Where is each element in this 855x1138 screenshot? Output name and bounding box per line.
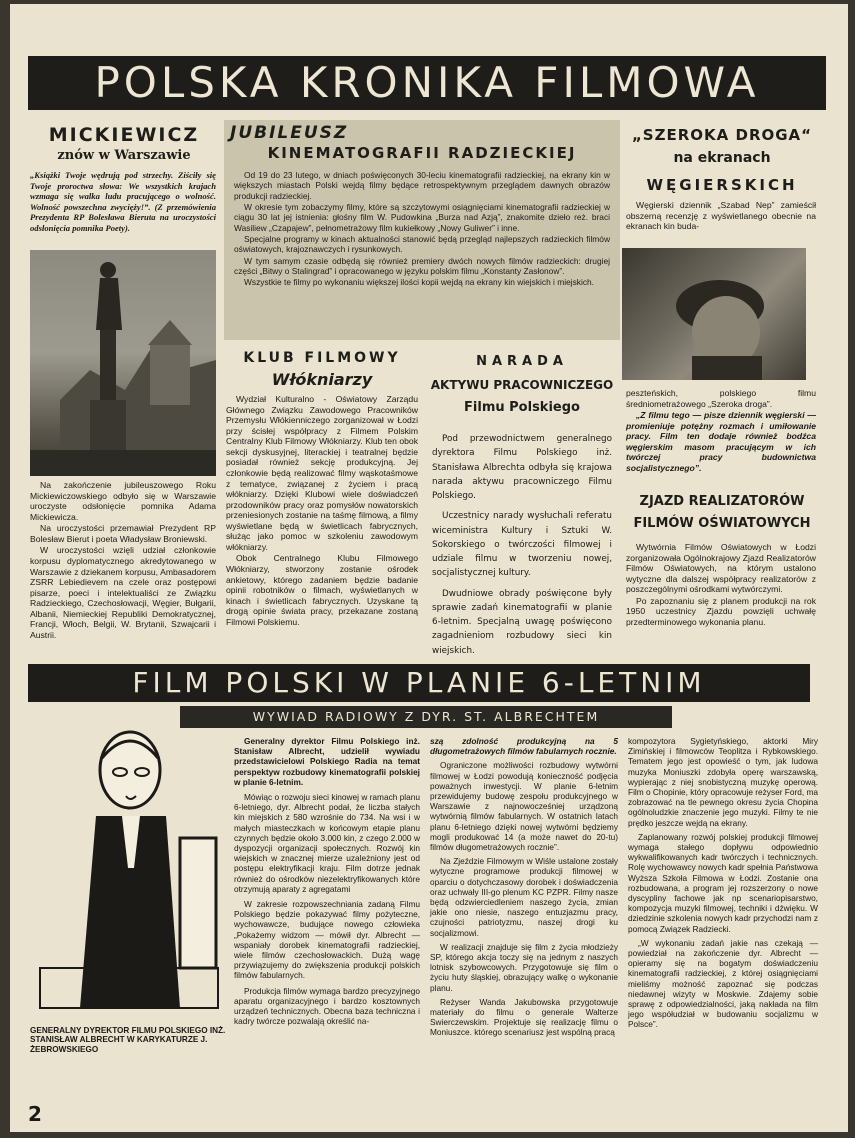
klub-paragraph: Obok Centralnego Klubu Filmowego Włókniarzy, stworzony zostanie ośrodek ankietowy, którego zadaniem będzie badanie opinii robotników o filmach, wyświetlanych w kinach i świetlicach fabrycznych. Uzyskane tą drogą opinie świata pracy, przekazane zostaną Filmowi Polskiemu. xyxy=(226,553,418,627)
worker-photo xyxy=(622,248,806,380)
jubileusz-title: JUBILEUSZ xyxy=(230,123,349,143)
szeroka-paragraph: Węgierski dziennik „Szabad Nep” zamieścił obszerną recenzję z wyświetlanego obecnie na ekranach kin buda- xyxy=(626,200,816,232)
plan-paragraph: „W wykonaniu zadań jakie nas czekają — powiedział na zakończenie dyr. Albrecht — opieramy się na bogatym doświadczeniu kinematografii radzieckiej, z której osiągnięciami mieliśmy możność zapoznać się podczas niedawnej wizyty w Moskwie. Zdajemy sobie sprawę z odpowiedzialności, jaką nakłada na film jego współudział w budowaniu socjalizmu w Polsce”. xyxy=(628,937,818,1030)
plan-banner-title: FILM POLSKI W PLANIE 6-LETNIM xyxy=(132,666,706,699)
mickiewicz-quote xyxy=(30,170,216,234)
plan-subbanner-title: WYWIAD RADIOWY Z DYR. ST. ALBRECHTEM xyxy=(252,709,600,724)
plan-column-1 xyxy=(234,736,420,1027)
mickiewicz-caption: Na zakończenie jubileuszowego Roku Mickiewiczowskiego odbyło się w Warszawie uroczyste odsłonięcie pomnika Adama Mickiewicza. xyxy=(30,480,216,522)
jubileusz-paragraph: W okresie tym zobaczymy filmy, które są szczytowymi osiągnięciami kinematografii radzieckiej w ciągu 30 lat jej istnienia: głośny film W. Pudowkina „Burza nad Azją”, znakomite dzieło reż. braci Wasiliew „Czapajew”, pełnometrażowy film kukiełkowy „Nowy Guliwer” i inne. xyxy=(234,201,610,233)
szeroka-subtitle: na ekranach xyxy=(673,150,771,166)
monument-photo-icon xyxy=(30,250,216,476)
mickiewicz-paragraph: Na uroczystości przemawiał Prezydent RP Bolesław Bierut i poeta Władysław Broniewski. xyxy=(30,523,216,544)
caricature-icon xyxy=(30,718,224,1018)
plan-paragraph: W zakresie rozpowszechniania zadaną Filmu Polskiego będzie pokazywać filmy pożyteczne, wychowawcze, budujące nowego człowieka „Pokażemy widzom — mówił dyr. Albrecht — wspaniały dorobek kinematografii radzieckiej, wiele filmów czechosłowackich. Dużą wagę przywiązujemy do zwiększenia produkcji polskich filmów fabularnych. xyxy=(234,899,420,981)
mickiewicz-body xyxy=(30,480,216,641)
zjazd-paragraph: Po zapoznaniu się z planem produkcji na rok 1950 uczestnicy Zjazdu powzięli uchwałę przedterminowego wykonania planu. xyxy=(626,595,816,627)
jubileusz-body xyxy=(234,170,610,289)
page-number: 2 xyxy=(28,1102,42,1126)
plan-banner xyxy=(28,664,810,702)
narada-paragraph: Pod przewodnictwem generalnego dyrektora Filmu Polskiego inż. Stanisława Albrechta odbyła się krajowa narada aktywu pracowniczego Filmu Polskiego. xyxy=(432,434,612,501)
szeroka-body xyxy=(626,388,816,475)
plan-paragraph: Produkcja filmów wymaga bardzo precyzyjnego aparatu organizacyjnego i bardzo kosztownych urządzeń technicznych. Obecna baza techniczna i kadry twórcze pozwalają określić na- xyxy=(234,985,420,1027)
plan-paragraph: Zaplanowany rozwój polskiej produkcji filmowej wymaga stałego dopływu odpowiednio wykwalifikowanych kadr twórczych i technicznych. Rolę wychowawcy nowych kadr spełnia Państwowa Wyższa Szkoła Filmowa w Łodzi. Zostanie ona rozbudowana, a program jej rozszerzony o nowe dyscypliny fachowe jak np scenariopisarstwo, kompozycja muzyki filmowej, techniki i dźwięku. W dziedzinie szkolenia nowych kadr przychodzi nam z pomocą Związek Radziecki. xyxy=(628,831,818,934)
klub-body xyxy=(226,394,418,628)
worker-photo-icon xyxy=(622,248,806,380)
narada-paragraph: Dwudniowe obrady poświęcone były sprawie zadań kinematografii w planie 6-letnim. Specjalną uwagę poświęcono zagadnieniom rozbudowy sieci kin wiejskich. xyxy=(432,588,612,656)
plan-paragraph: Na Zjeździe Filmowym w Wiśle ustalone zostały wytyczne programowe produkcji filmowej w oparciu o dotychczasowy dorobek i doświadczenia oraz uchwały III-go plenum KC PZPR. Filmy nasze będą odzwierciedleniem naszego życia, zmian jakie ono niesie, naszego entuzjazmu pracy, czujności patriotyzmu, naszej drogi ku socjalizmowi. xyxy=(430,856,618,938)
jubileusz-subtitle: KINEMATOGRAFII RADZIECKIEJ xyxy=(267,144,577,162)
jubileusz-paragraph: Od 19 do 23 lutego, w dniach poświęconych 30-leciu kinematografii radzieckiej, na ekrany kin w większych miastach Polski wejdą filmy będące retrospektywnym przeglądem dawnych obrazów produkcji radzieckiej. xyxy=(234,170,610,201)
narada-subtitle: AKTYWU PRACOWNICZEGO xyxy=(430,378,614,392)
szeroka-subtitle-2: WĘGIERSKICH xyxy=(646,176,798,194)
masthead-title: POLSKA KRONIKA FILMOWA xyxy=(94,58,760,107)
caricature-caption: GENERALNY DYREKTOR FILMU POLSKIEGO INŻ. STANISŁAW ALBRECHT W KARYKATURZE J. ŻEBROWSKIEGO xyxy=(30,1026,226,1054)
jubileusz-paragraph: Specjalne programy w kinach aktualności stanowić będą przegląd najlepszych radzieckich filmów oświatowych, krajoznawczych i rysunkowych. xyxy=(234,233,610,255)
jubileusz-paragraph: Wszystkie te filmy po wykonaniu większej ilości kopii wejdą na ekrany kin wiejskich i miejskich. xyxy=(244,277,595,288)
plan-column-2 xyxy=(430,736,618,1039)
klub-title: KLUB FILMOWY xyxy=(243,350,401,366)
plan-paragraph: kompozytora Sygietyńskiego, aktorki Miry Zimińskiej i filmowców Teoplitza i Rybkowskiego. Tematem jego jest opowieść o tym, jak ludowa muzyka Moniuszki zdobyła operę warszawską, wypierając z niej snobistyczną muzykę operową. Film o Chopinie, który opracowuje reżyser Ford, ma zobrazować na tle pewnego okresu życia Chopina ogólnoludzkie znaczenie jego muzyki. Filmy te nie prędko jeszcze wejdą na ekrany. xyxy=(628,736,818,828)
narada-title: NARADA xyxy=(476,354,568,369)
zjazd-paragraph: Wytwórnia Filmów Oświatowych w Łodzi zorganizowała Ogólnokrajowy Zjazd Realizatorów Filmów Oświatowych, na którym ustalono wytyczne dla dalszej współpracy realizatorów z poszczególnymi ośrodkami wytwórczymi. xyxy=(626,542,816,595)
klub-subtitle: Włókniarzy xyxy=(271,370,373,389)
narada-paragraph: Uczestnicy narady wysłuchali referatu wiceministra Kultury i Sztuki W. Sokorskiego o twórczości filmowej i udziale filmu w tworzeniu nowej, socjalistycznej kultury. xyxy=(432,511,612,579)
mickiewicz-paragraph: W uroczystości wzięli udział członkowie korpusu dyplomatycznego akredytowanego w Warszawie z dziekanem korpusu, Ambasadorem ZSRR Lebiedievem na czele oraz postępowi pisarze, poeci i intelektualiści ze Związku Radzieckiego, Czechosłowacji, Węgier, Bułgarii, Albanii, Niemieckiej Republiki Demokratycznej, Francji, Włoch, Belgii, W. Brytanii, Szwajcarii i Austrii. xyxy=(30,545,216,640)
plan-subbanner xyxy=(180,706,672,728)
mickiewicz-title: MICKIEWICZ xyxy=(48,124,200,146)
plan-paragraph: Generalny dyrektor Filmu Polskiego inż. Stanisław Albrecht, udzielił wywiadu przedstawicielowi Polskiego Radia na temat perspektyw rozbudowy kinematografii polskiej w planie 6-letnim. xyxy=(234,736,420,787)
mickiewicz-subtitle: znów w Warszawie xyxy=(57,148,191,163)
masthead-banner xyxy=(28,56,826,110)
mickiewicz-quote-text: „Książki Twoje wędrują pod strzechy. Ziściły się Twoje proroctwa słowa: We wszystkich krajach wzmaga się walka ludu pracującego o wolność. Wolność powszechna zwycięży!”. (Z przemówienia Prezydenta RP Bolesława Bieruta na uroczystości odsłonięcia pomnika Poety). xyxy=(30,170,216,233)
szeroka-title: „SZEROKA DROGA“ xyxy=(631,126,813,144)
narada-body xyxy=(432,432,612,659)
jubileusz-paragraph: W tym samym czasie odbędą się również premiery dwóch nowych filmów radzieckich: drugiej części „Bitwy o Stalingrad” i opracowanego w języku polskim filmu „Konstanty Zasłonow”. xyxy=(234,255,610,276)
monument-photo xyxy=(30,250,216,476)
jubileusz-box xyxy=(224,120,620,340)
zjazd-body xyxy=(626,542,816,629)
klub-paragraph: Wydział Kulturalno - Oświatowy Zarządu Głównego Związku Zawodowego Pracowników Przemysłu Włókienniczego zorganizował w Łodzi przy ścisłej współpracy z Filmem Polskim Centralny Klub Filmowy Włókniarzy. Klub ten obok sekcji dyskusyjnej, literackiej i teatralnej będzie posiadał również sekcję produkcyjną. Jej członkowie będą realizować filmy wąskotaśmowe z tematyce, związanej z życiem i pracą włókniarzy. Dzięki Klubowi wiele doświadczeń przodowników pracy oraz pomysłów nowatorskich przeniesionych zostanie na taśmę filmową, a filmy wyświetlane będą w świetlicach fabrycznych, służąc jako pomoc w szkoleniu zawodowym włókniarzy. xyxy=(226,394,418,552)
plan-paragraph: W realizacji znajduje się film z życia młodzieży SP, którego akcja toczy się na jednym z naszych lotnisk szybowcowych. Przygotowuje się film o życiu huty śląskiej, obrazujący walkę o wykonanie planu. xyxy=(430,941,618,993)
plan-paragraph: szą zdolność produkcyjną na 5 długometrażowych filmów fabularnych rocznie. xyxy=(430,736,618,757)
newspaper-page xyxy=(10,4,848,1132)
plan-paragraph: Mówiąc o rozwoju sieci kinowej w ramach planu 6-letniego, dyr. Albrecht podał, że liczba stałych kin miejskich z 580 wzrośnie do 734. Na wsi i w małych miasteczkach w końcowym etapie planu czynnych będzie około 3.000 kin, z czego 2.000 w dyspozycji organizacji społecznych. Rozwój kin wiejskich w znacznej mierze uzależniony jest od postępu elektryfikacji kraju. Film dotrze jednak również do ośrodków niezelektryfikowanych które otrzymują aparaty z agregatami xyxy=(234,792,420,894)
plan-column-3 xyxy=(628,736,818,1031)
narada-subtitle-2: Filmu Polskiego xyxy=(464,400,580,415)
szeroka-paragraph: peszteńskich, polskiego filmu średniometrażowego „Szeroka droga”. xyxy=(626,388,816,409)
szeroka-intro xyxy=(626,200,816,233)
plan-paragraph: Reżyser Wanda Jakubowska przygotowuje materiały do filmu o generale Walterze Swierczewskim. Projektuje się realizację filmu o Moniuszce. którego scenariusz jest wspólną pracą xyxy=(430,996,618,1038)
zjazd-title: ZJAZD REALIZATORÓW xyxy=(639,494,805,509)
zjazd-subtitle: FILMÓW OŚWIATOWYCH xyxy=(633,516,811,531)
caricature-drawing xyxy=(30,718,224,1018)
plan-paragraph: Ograniczone możliwości rozbudowy wytwórni filmowej w Łodzi powodują konieczność podjęcia poważnych inwestycji. W planie 6-letnim przewidujemy budowę zespołu produkcyjnego w Warszawie z najnowocześniej urządzoną wytwórnią filmów fabularnych. W ostatnich latach planu 6-letniego dzięki nowej wytwórni będziemy mogli produkować 14 (a może nawet do 20-tu) filmów długometrażowych rocznie”. xyxy=(430,760,618,853)
szeroka-quote: „Z filmu tego — pisze dziennik węgierski — promieniuje potężny rozmach i umiłowanie pracy. Film ten dodaje również bodźca węgierskim masom pracującym w ich twórczej pracy budownictwa socjalistycznego”. xyxy=(626,410,816,473)
